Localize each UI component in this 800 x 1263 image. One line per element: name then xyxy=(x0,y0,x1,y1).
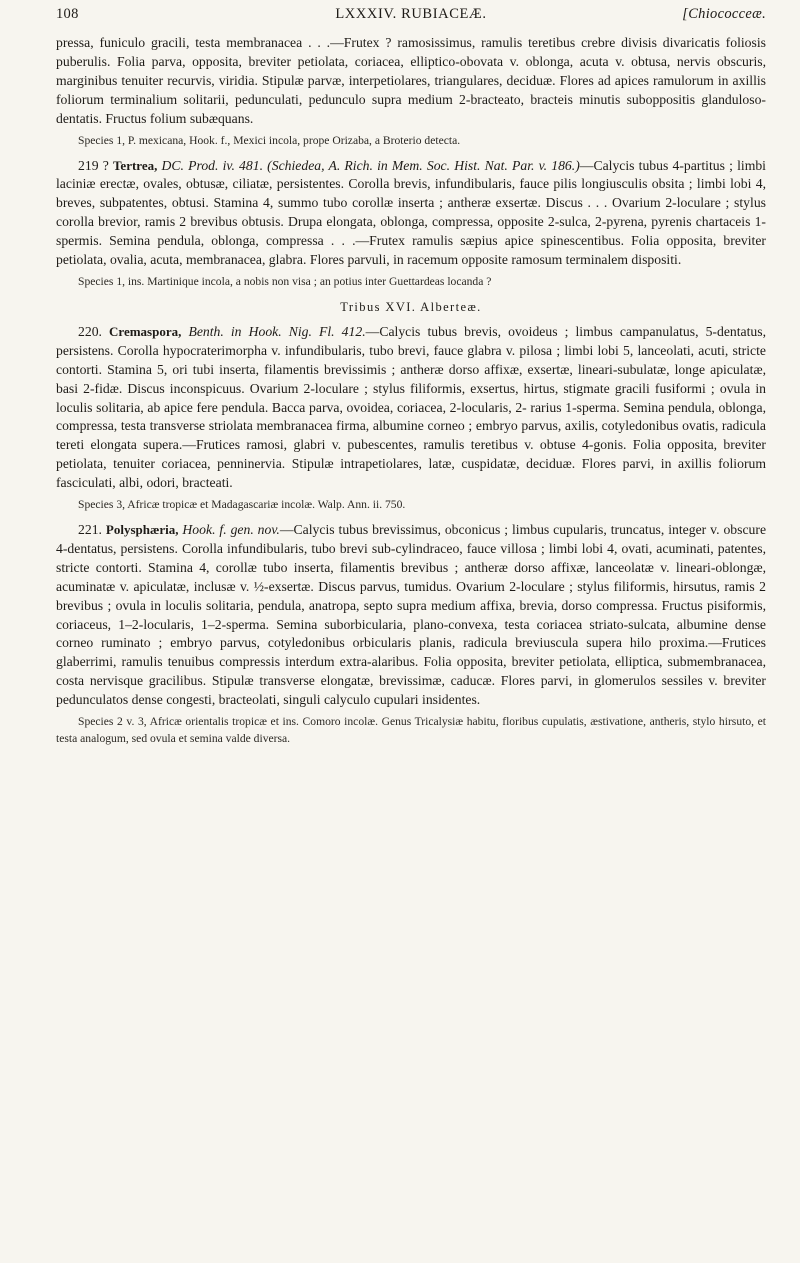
species-note: Species 3, Africæ tropicæ et Madagascariæ incolæ. Walp. Ann. ii. 750. xyxy=(78,498,406,512)
species-note: Species 2 v. 3, Africæ orientalis tropicæ et ins. Comoro incolæ. Genus Tricalysiæ habitu, floribus cupulatis, æstivatione, antheris, stylo hirsuto, et testa analogum, sed ovula et semina valde diversa. xyxy=(56,715,766,746)
genus-entry-polysphaeria xyxy=(56,521,766,710)
chapter-title: LXXXIV. RUBIACEÆ. xyxy=(335,6,487,22)
species-note: Species 1, ins. Martinique incola, a nobis non visa ; an potius inter Guettardeas locanda ? xyxy=(78,274,492,288)
genus-number: 220. xyxy=(78,323,102,339)
tribe-heading: Tribus XVI. Alberteæ. xyxy=(340,299,482,314)
genus-entry-cremaspora xyxy=(56,323,766,493)
genus-name: Cremaspora, xyxy=(109,323,182,339)
genus-description: —Calycis tubus brevissimus, obconicus ; limbus cupularis, truncatus, integer v. obscure 4-dentatus, persistens. Corolla infundibularis, tubo brevi sub-cylindraceo, fauce villosa ; limbi lobi 4, ovati, acuminati, patentes, stricte contorti. Stamina 4, corollæ tubo inserta, filamentis brevibus ; antheræ dorso affixæ, lanceolatæ v. lineari-oblongæ, acuminatæ v. apiculatæ, inclusæ v. ½-exsertæ. Discus parvus, tumidus. Ovarium 2-loculare ; stylus filiformis, hirsutus, ramis 2 brevibus ; ovula in loculis solitaria, pendula, anatropa, septo supra medium affixa, brevia, dorso compressa. Fructus pisiformis, coriaceus, 1–2-locularis, 1–2-sperma. Semina suborbicularia, plano-convexa, testa coriacea striato-sulcata, albumine dense corneo ruminato ; embryo parvus, cotyledonibus orbicularis planis, radicula breviuscula supera hilo proxima.—Frutices glaberrimi, ramulis tenuibus compressis interdum extra-alaribus. Folia opposita, breviter petiolata, elliptica, submembranacea, costa nervisque gracilibus. Stipulæ transverse elongatæ, brevissimæ, caducæ. Flores parvi, in glomerulos sessiles v. breviter pedunculatos dense congesti, bracteolati, singuli calyculo cupulari insidentes. xyxy=(56,522,767,708)
genus-authority: DC. Prod. iv. 481. (Schiedea, A. Rich. in Mem. Soc. Hist. Nat. Par. v. 186.) xyxy=(161,157,580,173)
genus-description: —Calycis tubus 4-partitus ; limbi laciniæ erectæ, ovales, obtusæ, ciliatæ, persistentes. Corolla brevis, infundibularis, fauce pilis longiusculis obsita ; limbi lobi 4, breves, subpatentes, obtusi. Stamina 4, summo tubo corollæ inserta ; antheræ exsertæ. Discus . . . Ovarium 2-loculare ; stylus corolla brevior, ramis 2 brevibus obtusis. Drupa elongata, oblonga, compressa, opposite 2-sulca, 2-pyrena, pyrenis chartaceis 1-spermis. Semina pendula, oblonga, compressa . . .—Frutex ramulis sæpius apice spinescentibus. Folia opposita, breviter petiolata, ovalia, acuta, membranacea, glabra. Flores parvuli, in racemum opposite ramosum terminalem dispositi. xyxy=(56,157,766,268)
genus-authority: Hook. f. gen. nov. xyxy=(182,522,280,538)
genus-number: 219 ? xyxy=(78,157,109,173)
genus-name: Polysphæria, xyxy=(105,522,179,538)
genus-authority: Benth. in Hook. Nig. Fl. 412. xyxy=(188,323,366,339)
page-body xyxy=(56,34,766,755)
genus-description: —Calycis tubus brevis, ovoideus ; limbus campanulatus, 5-dentatus, persistens. Corolla hypocraterimorpha v. infundibularis, tubo brevi, fauce glabra v. pilosa ; limbi lobi 5, lanceolati, acuti, stricte contorti. Stamina 5, ori tubi inserta, filamentis brevissimis ; antheræ dorso affixæ, exsertæ, lineari-subulatæ, longe apiculatæ, basi 2-fidæ. Discus inconspicuus. Ovarium 2-loculare ; stylus filiformis, exsertus, hirtus, stigmate gracili fusiformi ; ovula in loculis solitaria, ab apice fere pendula. Bacca parva, ovoidea, coriacea, 2-locularis, 2- rarius 1-sperma. Semina pendula, oblonga, compressa, testa transverse striolata membranacea firma, albumine corneo ; embryo parvus, axilis, cotyledonibus ovatis, radicula tereti elongata supera.—Frutices ramosi, glabri v. pubescentes, ramulis teretibus v. obtuse 4-gonis. Folia opposita, breviter petiolata, tenuiter coriacea, penninervia. Stipulæ intrapetiolares, latæ, cuspidatæ, deciduæ. Flores parvi, in axillis foliorum fasciculati, albi, odori, bracteati. xyxy=(56,323,767,491)
genus-entry-tertrea xyxy=(56,157,766,270)
species-note: Species 1, P. mexicana, Hook. f., Mexici incola, prope Orizaba, a Broterio detecta. xyxy=(78,133,461,147)
running-header xyxy=(56,6,766,36)
genus-number: 221. xyxy=(78,522,102,538)
genus-name: Tertrea, xyxy=(112,157,158,173)
page-number: 108 xyxy=(56,6,79,22)
continuation-paragraph: pressa, funiculo gracili, testa membranacea . . .—Frutex ? ramosissimus, ramulis teretibus crebre divisis divaricatis foliosis puberulis. Folia parva, opposita, breviter petiolata, coriacea, elliptico-obovata v. oblonga, acuta v. obtusa, nervis obscuris, marginibus tenuiter recurvis, viridia. Stipulæ parvæ, interpetiolares, triangulares, deciduæ. Flores ad apices ramulorum in axillis foliorum terminalium solitarii, pedunculati, pedunculo supra medium 2-bracteato, bracteis minutis suboppositis glanduloso-dentatis. Fructus folium subæquans. xyxy=(56,35,766,126)
genus-group-heading: [Chiococceæ. xyxy=(682,6,766,22)
book-page xyxy=(56,0,767,746)
